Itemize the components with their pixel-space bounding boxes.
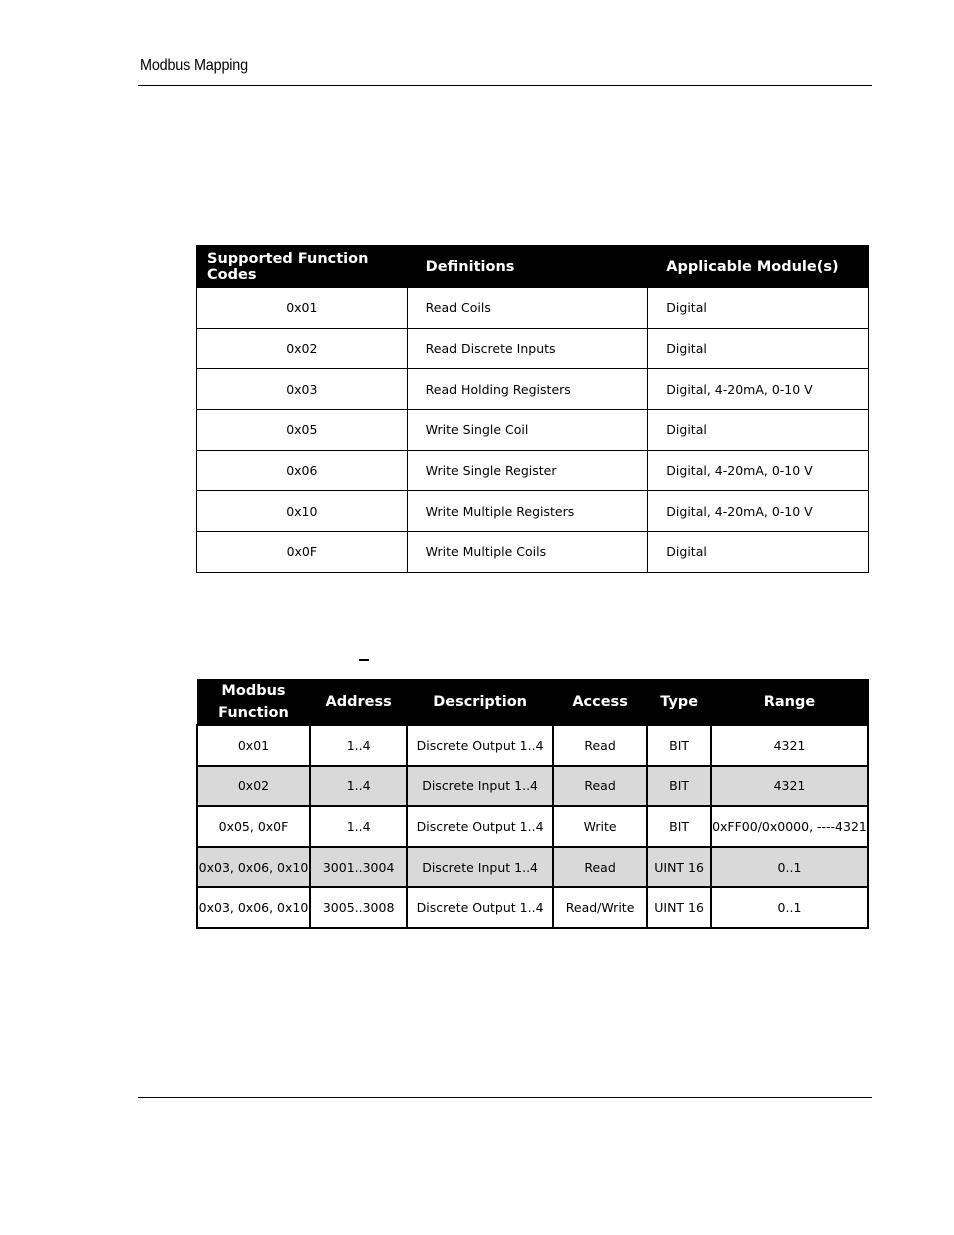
- table-row: [197, 532, 869, 573]
- column-header: Range: [711, 680, 868, 726]
- module-cell: Digital: [648, 532, 869, 573]
- table-row: [197, 369, 869, 410]
- table-row: [197, 450, 869, 491]
- table-row: [197, 491, 869, 532]
- description-cell: Discrete Output 1..4: [407, 725, 553, 766]
- description-cell: Discrete Input 1..4: [407, 766, 553, 807]
- table-row: [197, 766, 868, 807]
- address-cell: 3005..3008: [310, 887, 407, 928]
- function-code-cell: 0x01: [197, 288, 408, 329]
- table-row: [197, 847, 868, 888]
- access-cell: Read: [553, 847, 647, 888]
- function-cell: 0x02: [197, 766, 310, 807]
- function-code-cell: 0x02: [197, 328, 408, 369]
- range-cell: 4321: [711, 766, 868, 807]
- footer-divider: [138, 1097, 872, 1098]
- function-code-cell: 0x06: [197, 450, 408, 491]
- description-cell: Discrete Input 1..4: [407, 847, 553, 888]
- address-cell: 1..4: [310, 806, 407, 847]
- range-cell: 0..1: [711, 847, 868, 888]
- table-row: [197, 725, 868, 766]
- table-row: [197, 328, 869, 369]
- function-cell: 0x05, 0x0F: [197, 806, 310, 847]
- table-header-row: [197, 680, 868, 726]
- type-cell: BIT: [647, 766, 711, 807]
- address-cell: 3001..3004: [310, 847, 407, 888]
- column-header: Supported Function Codes: [197, 246, 408, 288]
- description-cell: Discrete Output 1..4: [407, 806, 553, 847]
- type-cell: UINT 16: [647, 887, 711, 928]
- column-header: Address: [310, 680, 407, 726]
- header-line: Modbus: [221, 683, 286, 699]
- range-cell: 0xFF00/0x0000, ----4321: [711, 806, 868, 847]
- module-cell: Digital, 4-20mA, 0-10 V: [648, 369, 869, 410]
- definition-cell: Read Holding Registers: [407, 369, 648, 410]
- function-code-cell: 0x10: [197, 491, 408, 532]
- function-cell: 0x01: [197, 725, 310, 766]
- table-row: [197, 887, 868, 928]
- header-line: Function: [218, 705, 289, 721]
- dash-mark: [359, 659, 369, 661]
- type-cell: BIT: [647, 725, 711, 766]
- function-cell: 0x03, 0x06, 0x10: [197, 887, 310, 928]
- definition-cell: Read Discrete Inputs: [407, 328, 648, 369]
- column-header: Applicable Module(s): [648, 246, 869, 288]
- range-cell: 0..1: [711, 887, 868, 928]
- type-cell: UINT 16: [647, 847, 711, 888]
- header-divider: [138, 85, 872, 86]
- address-cell: 1..4: [310, 725, 407, 766]
- table-row: [197, 288, 869, 329]
- table-row: [197, 806, 868, 847]
- column-header: Access: [553, 680, 647, 726]
- description-cell: Discrete Output 1..4: [407, 887, 553, 928]
- definition-cell: Write Multiple Coils: [407, 532, 648, 573]
- table-row: [197, 410, 869, 451]
- definition-cell: Write Single Coil: [407, 410, 648, 451]
- function-code-cell: 0x05: [197, 410, 408, 451]
- access-cell: Read: [553, 766, 647, 807]
- column-header: Type: [647, 680, 711, 726]
- column-header: Description: [407, 680, 553, 726]
- module-cell: Digital: [648, 288, 869, 329]
- range-cell: 4321: [711, 725, 868, 766]
- definition-cell: Read Coils: [407, 288, 648, 329]
- function-cell: 0x03, 0x06, 0x10: [197, 847, 310, 888]
- page-header-title: Modbus Mapping: [140, 57, 248, 74]
- module-cell: Digital: [648, 328, 869, 369]
- column-header: Definitions: [407, 246, 648, 288]
- column-header-modbus-function: [197, 680, 310, 726]
- table-header-row: [197, 246, 869, 288]
- module-cell: Digital, 4-20mA, 0-10 V: [648, 450, 869, 491]
- access-cell: Write: [553, 806, 647, 847]
- access-cell: Read: [553, 725, 647, 766]
- module-cell: Digital: [648, 410, 869, 451]
- function-code-cell: 0x0F: [197, 532, 408, 573]
- module-cell: Digital, 4-20mA, 0-10 V: [648, 491, 869, 532]
- function-code-cell: 0x03: [197, 369, 408, 410]
- function-codes-table: [196, 245, 869, 573]
- access-cell: Read/Write: [553, 887, 647, 928]
- type-cell: BIT: [647, 806, 711, 847]
- modbus-mapping-table: [196, 679, 869, 929]
- definition-cell: Write Multiple Registers: [407, 491, 648, 532]
- definition-cell: Write Single Register: [407, 450, 648, 491]
- address-cell: 1..4: [310, 766, 407, 807]
